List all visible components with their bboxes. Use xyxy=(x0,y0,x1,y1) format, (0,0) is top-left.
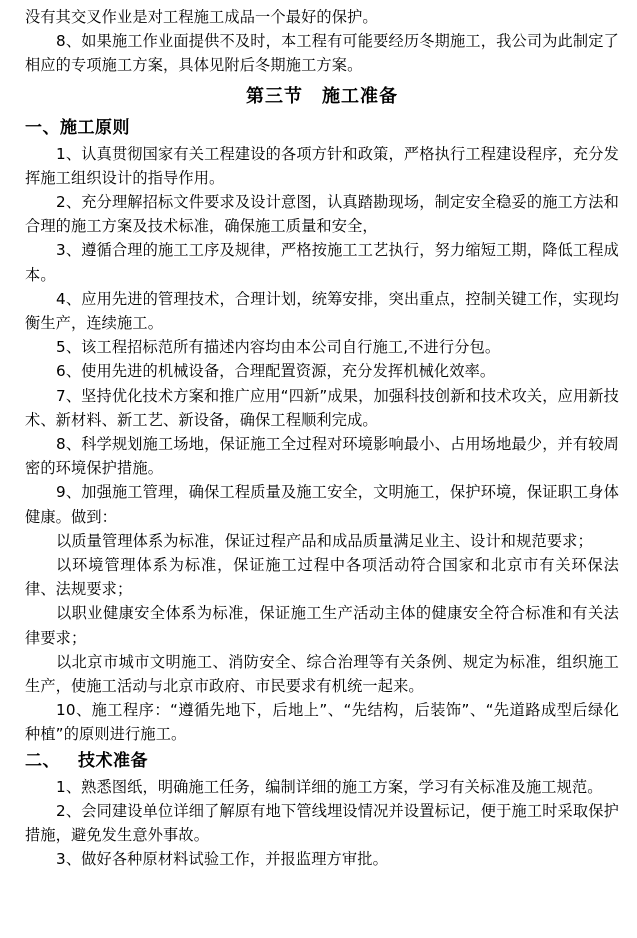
paragraph-item-8-winter: 8、如果施工作业面提供不及时，本工程有可能要经历冬期施工，我公司为此制定了相应的专项施工方案，具体见附后冬期施工方案。 xyxy=(25,32,619,75)
heading-text: 技术准备 xyxy=(78,750,148,771)
principle-item: 3、遵循合理的施工工序及规律，严格按施工工艺执行，努力缩短工期，降低工程成本。 xyxy=(25,241,619,284)
heading-technical-preparation xyxy=(25,747,619,775)
tech-prep-item: 2、会同建设单位详细了解原有地下管线埋设情况并设置标记，便于施工时采取保护措施，避免发生意外事故。 xyxy=(25,801,619,845)
principle-item: 10、施工程序：“遵循先地下，后地上”、“先结构，后装饰”、“先道路成型后绿化种植”的原则进行施工。 xyxy=(25,701,619,744)
tech-prep-item: 1、熟悉图纸，明确施工任务，编制详细的施工方案，学习有关标准及施工规范。 xyxy=(56,777,603,796)
principle-item: 5、该工程招标范所有描述内容均由本公司自行施工,不进行分包。 xyxy=(56,338,501,357)
principle-subitem-quality: 以质量管理体系为标准，保证过程产品和成品质量满足业主、设计和规范要求； xyxy=(56,531,593,550)
heading-number: 二、 xyxy=(25,750,60,771)
principle-item: 9、加强施工管理，确保工程质量及施工安全，文明施工，保护环境，保证职工身体健康。做到： xyxy=(25,483,619,526)
principle-subitem-civilized: 以北京市城市文明施工、消防安全、综合治理等有关条例、规定为标准，组织施工生产，使施工活动与北京市政府、市民要求有机统一起来。 xyxy=(25,652,619,696)
principle-item: 7、坚持优化技术方案和推广应用“四新”成果，加强科技创新和技术攻关，应用新技术、新材料、新工艺、新设备，确保工程顺利完成。 xyxy=(25,386,619,429)
paragraph-continuation: 没有其交叉作业是对工程施工成品一个最好的保护。 xyxy=(25,8,378,26)
heading-construction-principles: 一、施工原则 xyxy=(25,117,130,138)
principle-item: 6、使用先进的机械设备，合理配置资源，充分发挥机械化效率。 xyxy=(56,362,496,381)
tech-prep-item: 3、做好各种原材料试验工作，并报监理方审批。 xyxy=(56,850,388,869)
principle-item: 1、认真贯彻国家有关工程建设的各项方针和政策，严格执行工程建设程序，充分发挥施工组织设计的指导作用。 xyxy=(25,144,619,187)
principle-item: 8、科学规划施工场地，保证施工全过程对环境影响最小、占用场地最少，并有较周密的环境保护措施。 xyxy=(25,435,619,478)
principle-item: 2、充分理解招标文件要求及设计意图，认真踏勘现场，制定安全稳妥的施工方法和合理的施工方案及技术标准，确保施工质量和安全， xyxy=(25,193,619,236)
document-page xyxy=(25,5,619,872)
section-title: 第三节 施工准备 xyxy=(246,85,398,107)
principle-subitem-environment: 以环境管理体系为标准，保证施工过程中各项活动符合国家和北京市有关环保法律、法规要求； xyxy=(25,556,619,599)
principle-subitem-safety: 以职业健康安全体系为标准，保证施工生产活动主体的健康安全符合标准和有关法律要求； xyxy=(25,604,619,647)
principle-item: 4、应用先进的管理技术，合理计划，统筹安排，突出重点，控制关键工作，实现均衡生产，连续施工。 xyxy=(25,289,619,333)
